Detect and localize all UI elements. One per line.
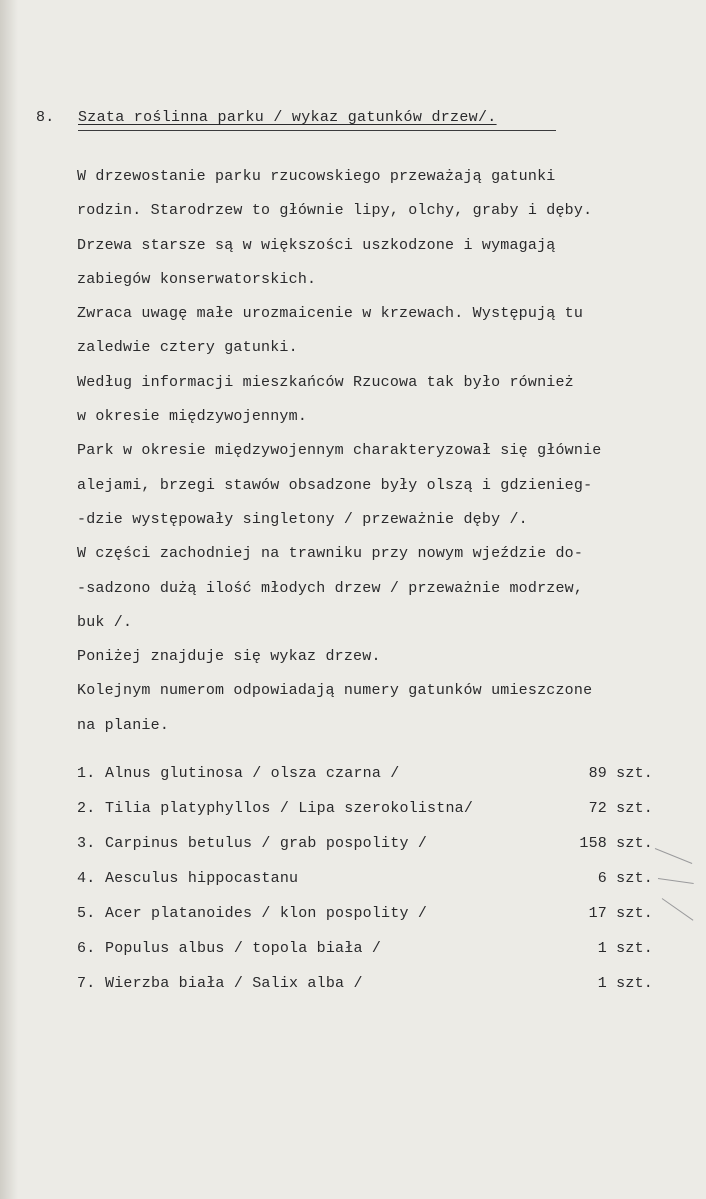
- species-quantity: 72 szt.: [588, 800, 653, 817]
- pencil-mark: [655, 848, 692, 864]
- species-name: Alnus glutinosa / olsza czarna /: [105, 765, 400, 782]
- text-line: Zwraca uwagę małe urozmaicenie w krzewach. Występują tu: [77, 305, 584, 323]
- body-paragraph: [77, 160, 677, 743]
- text-line: w okresie międzywojennym.: [77, 408, 308, 426]
- text-line: W części zachodniej na trawniku przy nowym wjeździe do-: [77, 545, 584, 563]
- text-line: Kolejnym numerom odpowiadają numery gatunków umieszczone: [77, 682, 593, 700]
- list-item: [77, 867, 657, 902]
- heading-underline: [78, 130, 556, 131]
- species-name: Carpinus betulus / grab pospolity /: [105, 835, 428, 852]
- text-line: Drzewa starsze są w większości uszkodzone i wymagają: [77, 236, 556, 254]
- item-number: 6.: [77, 940, 96, 957]
- item-number: 5.: [77, 905, 96, 922]
- species-name: Aesculus hippocastanu: [105, 870, 299, 887]
- species-name: Acer platanoides / klon pospolity /: [105, 905, 428, 922]
- item-number: 4.: [77, 870, 96, 887]
- pencil-mark: [662, 898, 694, 921]
- text-line: Poniżej znajduje się wykaz drzew.: [77, 648, 381, 666]
- list-item: [77, 762, 657, 797]
- tree-species-list: [77, 762, 657, 1007]
- species-quantity: 1 szt.: [597, 975, 653, 992]
- text-line: buk /.: [77, 613, 133, 631]
- text-line: zaledwie cztery gatunki.: [77, 339, 298, 357]
- section-number: 8.: [36, 109, 55, 126]
- list-item: [77, 937, 657, 972]
- species-quantity: 89 szt.: [588, 765, 653, 782]
- species-quantity: 158 szt.: [579, 835, 653, 852]
- item-number: 1.: [77, 765, 96, 782]
- item-number: 7.: [77, 975, 96, 992]
- list-item: [77, 832, 657, 867]
- text-line: W drzewostanie parku rzucowskiego przeważają gatunki: [77, 168, 556, 185]
- text-line: na planie.: [77, 716, 170, 734]
- text-line: zabiegów konserwatorskich.: [77, 270, 317, 288]
- species-quantity: 6 szt.: [597, 870, 653, 887]
- item-number: 2.: [77, 800, 96, 817]
- species-quantity: 1 szt.: [597, 940, 653, 957]
- page-binding-edge: [0, 0, 18, 1199]
- text-line: -dzie występowały singletony / przeważnie dęby /.: [77, 510, 528, 528]
- text-line: -sadzono dużą ilość młodych drzew / przeważnie modrzew,: [77, 579, 584, 597]
- species-name: Wierzba biała / Salix alba /: [105, 975, 363, 992]
- text-line: Według informacji mieszkańców Rzucowa tak było również: [77, 373, 574, 391]
- section-title: Szata roślinna parku / wykaz gatunków drzew/.: [78, 109, 497, 126]
- item-number: 3.: [77, 835, 96, 852]
- list-item: [77, 972, 657, 1007]
- text-line: Park w okresie międzywojennym charakteryzował się głównie: [77, 442, 602, 460]
- species-quantity: 17 szt.: [588, 905, 653, 922]
- text-line: alejami, brzegi stawów obsadzone były olszą i gdzienieg-: [77, 476, 593, 494]
- species-name: Populus albus / topola biała /: [105, 940, 382, 957]
- text-line: rodzin. Starodrzew to głównie lipy, olchy, graby i dęby.: [77, 202, 593, 220]
- list-item: [77, 797, 657, 832]
- section-heading: [36, 109, 497, 126]
- pencil-mark: [658, 878, 694, 884]
- species-name: Tilia platyphyllos / Lipa szerokolistna/: [105, 800, 474, 817]
- list-item: [77, 902, 657, 937]
